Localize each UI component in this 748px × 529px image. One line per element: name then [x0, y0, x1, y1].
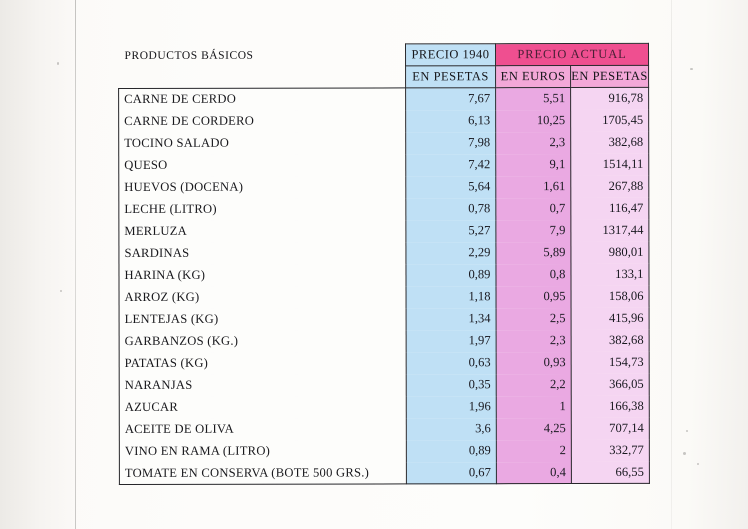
- scan-fold-line-left: [75, 0, 76, 529]
- cell-product-name: CARNE DE CERDO: [119, 88, 406, 111]
- cell-precio-actual-euros: 2,5: [496, 308, 571, 330]
- table-row: [119, 461, 649, 484]
- scan-fold-line-right: [671, 0, 672, 529]
- cell-product-name: TOMATE EN CONSERVA (BOTE 500 GRS.): [119, 462, 406, 485]
- cell-precio-actual-euros: 4,25: [496, 418, 571, 440]
- cell-precio-actual-euros: 2,3: [496, 330, 571, 352]
- cell-product-name: VINO EN RAMA (LITRO): [119, 440, 406, 463]
- scan-speck: [60, 290, 62, 292]
- cell-precio-actual-euros: 2,3: [496, 132, 571, 154]
- price-comparison-table-container: [118, 43, 649, 485]
- cell-precio-actual-pesetas: 980,01: [571, 241, 649, 263]
- column-header-actual-pesetas: EN PESETAS: [571, 65, 649, 87]
- cell-precio-actual-pesetas: 158,06: [571, 285, 649, 307]
- price-comparison-table: [118, 43, 650, 485]
- table-body: [119, 87, 650, 484]
- cell-product-name: LENTEJAS (KG): [119, 308, 406, 331]
- column-header-1940-pesetas: EN PESETAS: [406, 66, 496, 88]
- cell-precio-actual-pesetas: 707,14: [571, 417, 649, 439]
- cell-precio-1940-pesetas: 7,42: [406, 154, 496, 176]
- cell-precio-actual-pesetas: 66,55: [571, 461, 649, 483]
- cell-precio-actual-euros: 1: [496, 396, 571, 418]
- table-row: [119, 395, 649, 418]
- cell-precio-1940-pesetas: 2,29: [406, 242, 496, 264]
- table-row: [119, 307, 649, 330]
- cell-product-name: ACEITE DE OLIVA: [119, 418, 406, 441]
- cell-precio-1940-pesetas: 1,96: [406, 396, 496, 418]
- table-header: [119, 43, 649, 88]
- cell-precio-actual-pesetas: 366,05: [571, 373, 649, 395]
- cell-precio-actual-pesetas: 1705,45: [571, 109, 649, 131]
- cell-precio-actual-euros: 0,4: [496, 462, 571, 484]
- cell-precio-actual-euros: 0,93: [496, 352, 571, 374]
- table-row: [119, 197, 649, 220]
- cell-precio-1940-pesetas: 1,34: [406, 308, 496, 330]
- cell-precio-actual-euros: 1,61: [496, 176, 571, 198]
- cell-precio-1940-pesetas: 0,89: [406, 264, 496, 286]
- cell-precio-actual-euros: 7,9: [496, 220, 571, 242]
- cell-product-name: CARNE DE CORDERO: [119, 110, 406, 133]
- cell-precio-1940-pesetas: 0,35: [406, 374, 496, 396]
- table-row: [119, 219, 649, 242]
- scan-speck: [690, 68, 693, 70]
- table-row: [119, 131, 649, 154]
- scan-speck: [686, 430, 688, 432]
- cell-precio-actual-pesetas: 382,68: [571, 329, 649, 351]
- table-row: [119, 263, 649, 286]
- table-row: [119, 439, 649, 462]
- cell-product-name: MERLUZA: [119, 220, 406, 243]
- cell-precio-actual-euros: 9,1: [496, 154, 571, 176]
- header-row-groups: [119, 43, 649, 66]
- cell-precio-1940-pesetas: 1,97: [406, 330, 496, 352]
- column-group-precio-actual: PRECIO ACTUAL: [496, 43, 649, 65]
- cell-precio-actual-euros: 5,89: [496, 242, 571, 264]
- cell-precio-1940-pesetas: 0,89: [406, 440, 496, 462]
- column-group-precio-1940: PRECIO 1940: [406, 44, 496, 66]
- cell-precio-actual-euros: 0,7: [496, 198, 571, 220]
- table-row: [119, 373, 649, 396]
- cell-precio-1940-pesetas: 0,63: [406, 352, 496, 374]
- cell-precio-actual-euros: 0,95: [496, 286, 571, 308]
- page-title: PRODUCTOS BÁSICOS: [124, 49, 254, 62]
- cell-precio-1940-pesetas: 6,13: [406, 110, 496, 132]
- cell-precio-actual-pesetas: 133,1: [571, 263, 649, 285]
- cell-product-name: ARROZ (KG): [119, 286, 406, 309]
- cell-precio-actual-pesetas: 332,77: [571, 439, 649, 461]
- cell-precio-1940-pesetas: 5,27: [406, 220, 496, 242]
- table-row: [119, 329, 649, 352]
- cell-product-name: PATATAS (KG): [119, 352, 406, 375]
- cell-precio-actual-euros: 2: [496, 440, 571, 462]
- cell-precio-actual-pesetas: 382,68: [571, 131, 649, 153]
- cell-precio-actual-pesetas: 916,78: [571, 87, 649, 109]
- cell-product-name: SARDINAS: [119, 242, 406, 265]
- cell-product-name: NARANJAS: [119, 374, 406, 397]
- table-row: [119, 175, 649, 198]
- header-row-units: [119, 65, 649, 88]
- cell-precio-actual-pesetas: 415,96: [571, 307, 649, 329]
- table-row: [119, 109, 649, 132]
- cell-precio-actual-pesetas: 1514,11: [571, 153, 649, 175]
- cell-precio-actual-euros: 10,25: [496, 110, 571, 132]
- cell-precio-actual-pesetas: 154,73: [571, 351, 649, 373]
- table-row: [119, 241, 649, 264]
- cell-product-name: HARINA (KG): [119, 264, 406, 287]
- cell-precio-1940-pesetas: 0,67: [406, 462, 496, 484]
- cell-precio-actual-euros: 0,8: [496, 264, 571, 286]
- table-row: [119, 285, 649, 308]
- cell-precio-actual-euros: 2,2: [496, 374, 571, 396]
- cell-precio-1940-pesetas: 3,6: [406, 418, 496, 440]
- cell-precio-1940-pesetas: 5,64: [406, 176, 496, 198]
- cell-precio-1940-pesetas: 7,67: [406, 88, 496, 110]
- table-row: [119, 351, 649, 374]
- cell-precio-actual-pesetas: 267,88: [571, 175, 649, 197]
- header-spacer: [119, 66, 406, 89]
- table-row: [119, 153, 649, 176]
- cell-precio-1940-pesetas: 1,18: [406, 286, 496, 308]
- scan-speck: [57, 62, 59, 65]
- scan-speck: [697, 463, 699, 465]
- cell-product-name: GARBANZOS (KG.): [119, 330, 406, 353]
- cell-product-name: TOCINO SALADO: [119, 132, 406, 155]
- column-header-actual-euros: EN EUROS: [496, 66, 571, 88]
- scan-left-margin: [0, 0, 75, 529]
- table-row: [119, 87, 649, 110]
- cell-product-name: QUESO: [119, 154, 406, 177]
- cell-precio-actual-euros: 5,51: [496, 88, 571, 110]
- table-row: [119, 417, 649, 440]
- cell-precio-1940-pesetas: 7,98: [406, 132, 496, 154]
- cell-product-name: LECHE (LITRO): [119, 198, 406, 221]
- cell-product-name: HUEVOS (DOCENA): [119, 176, 406, 199]
- cell-precio-actual-pesetas: 1317,44: [571, 219, 649, 241]
- cell-product-name: AZUCAR: [119, 396, 406, 419]
- cell-precio-1940-pesetas: 0,78: [406, 198, 496, 220]
- cell-precio-actual-pesetas: 116,47: [571, 197, 649, 219]
- cell-precio-actual-pesetas: 166,38: [571, 395, 649, 417]
- scan-speck: [683, 452, 686, 455]
